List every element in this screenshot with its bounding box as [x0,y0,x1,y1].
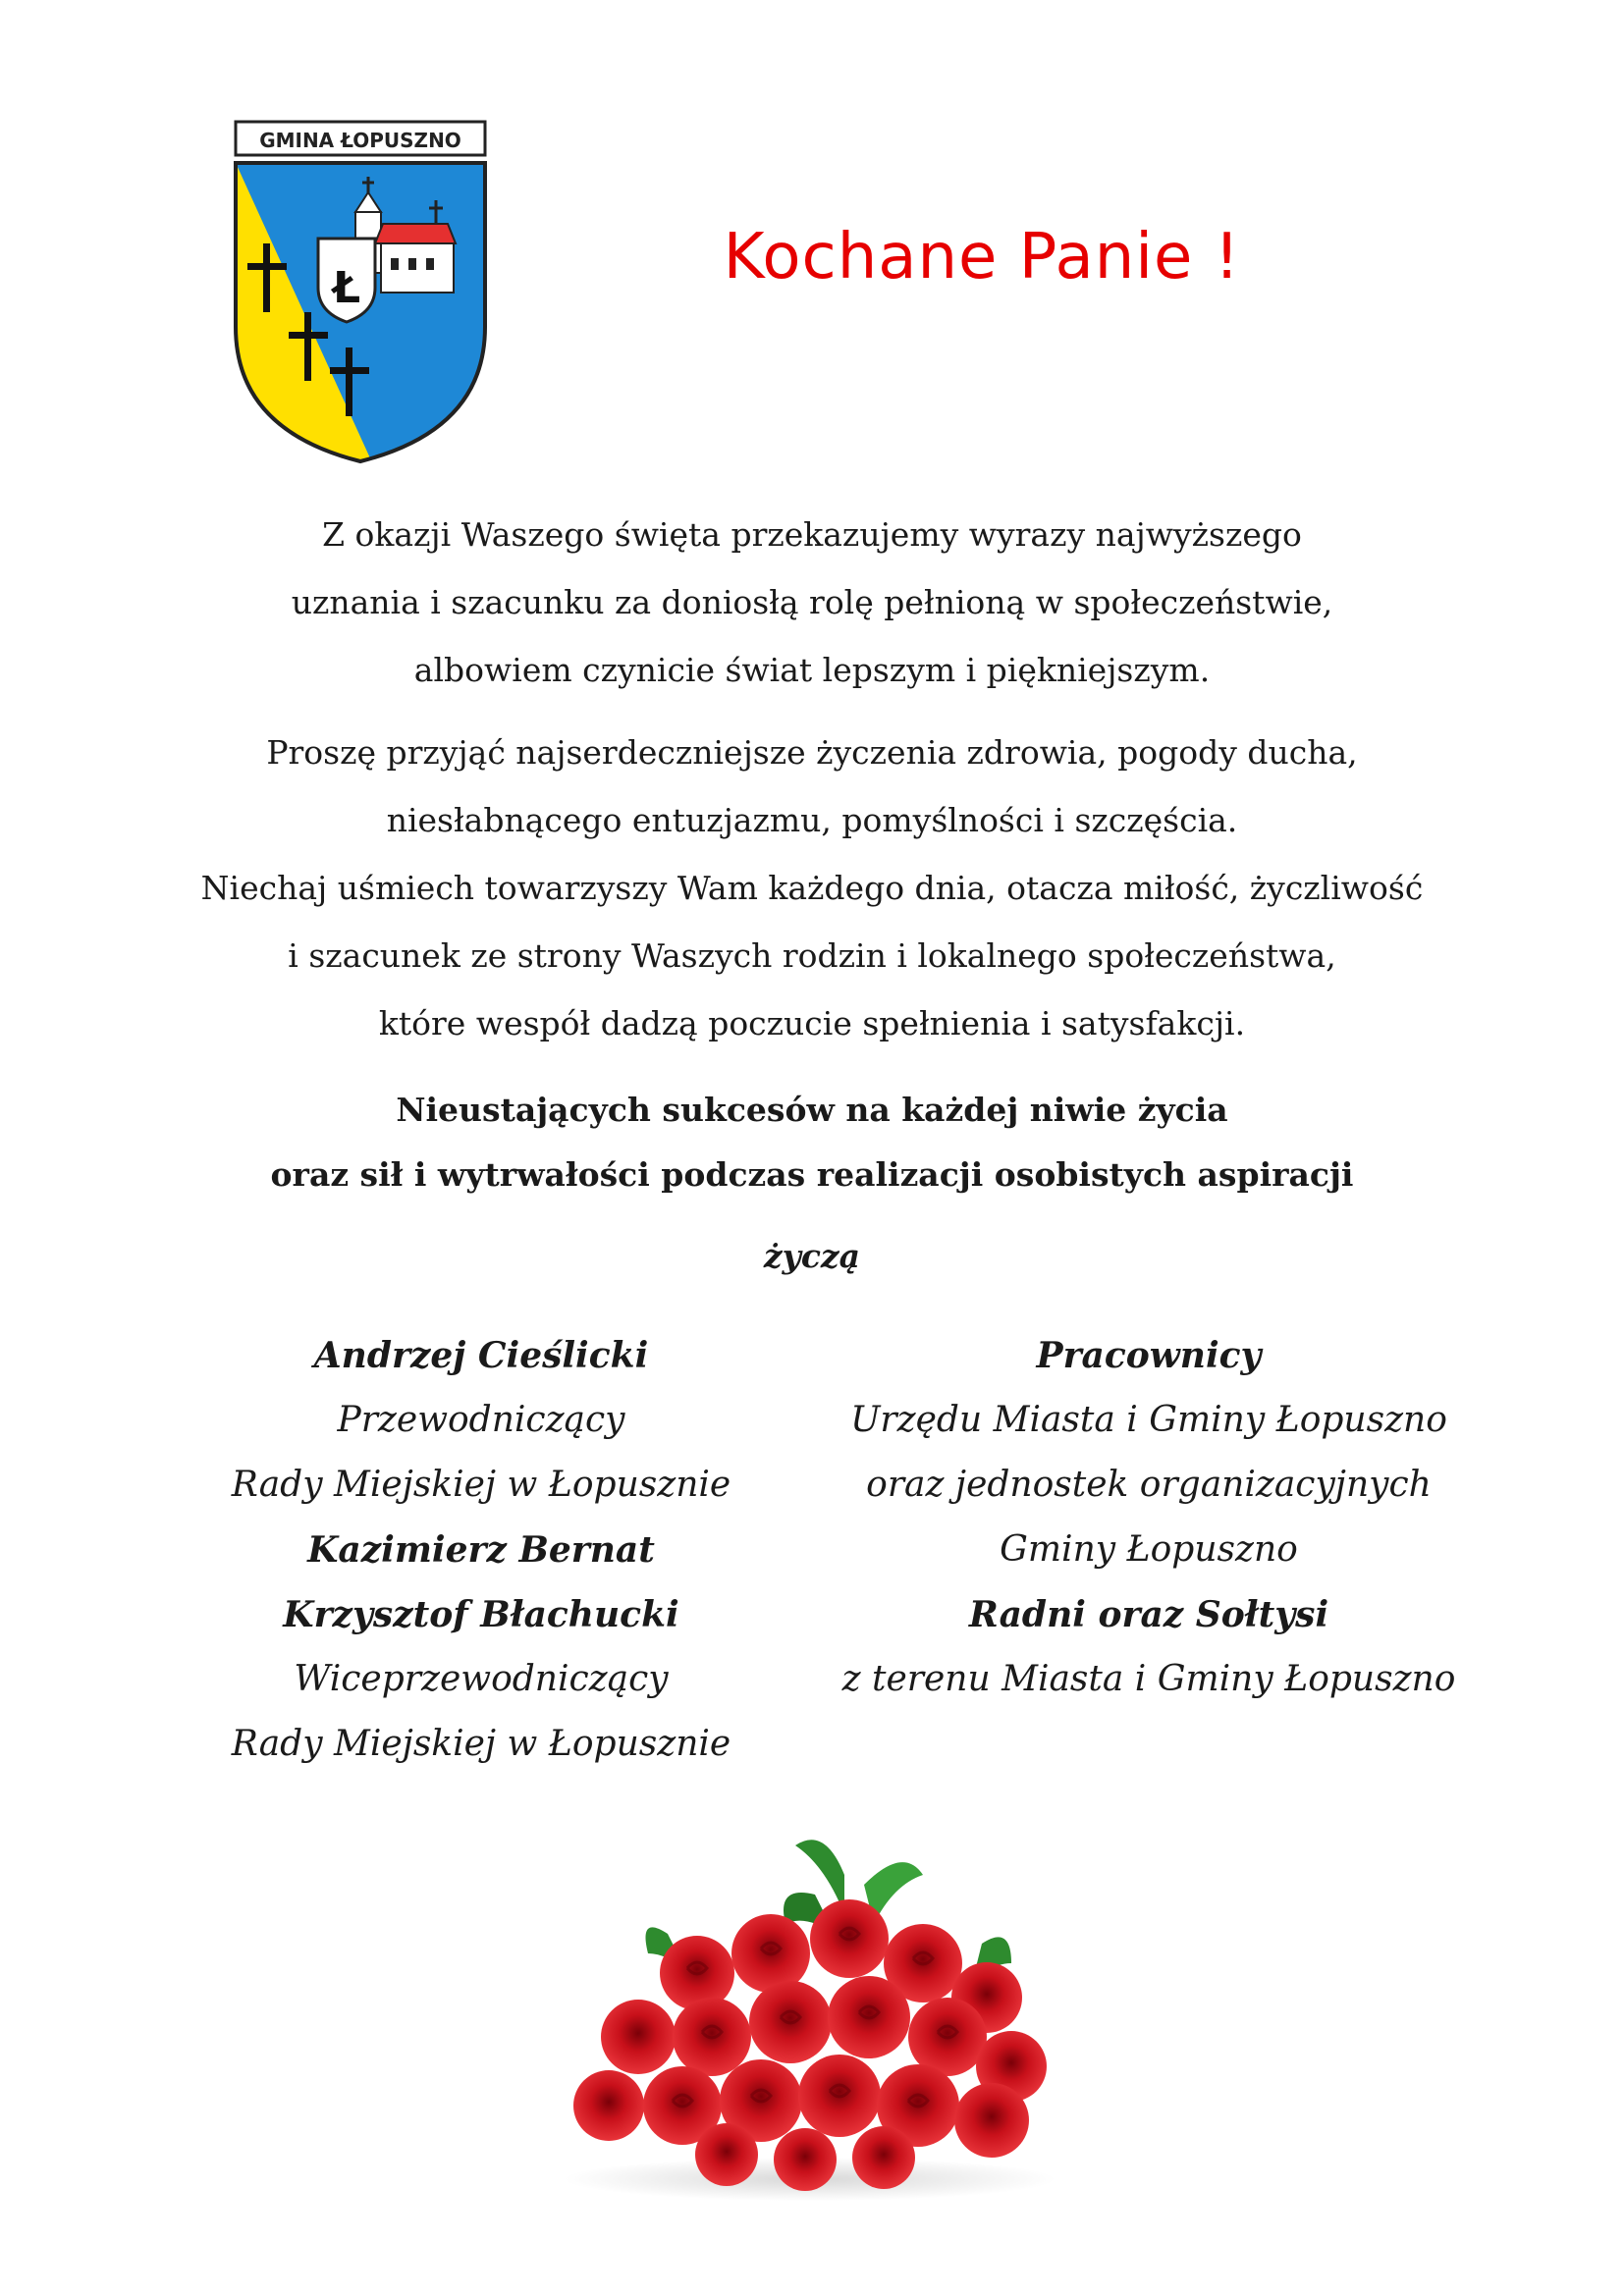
coat-of-arms-logo [228,116,493,469]
paragraph-greeting [0,501,1624,704]
signatory-line: oraz jednostek organizacyjnych [866,1465,1432,1505]
crest-label: GMINA ŁOPUSZNO [259,129,461,152]
signatory-name: Andrzej Cieślicki [313,1335,649,1376]
text-line: oraz sił i wytrwałości podczas realizacji osobistych aspiracji [270,1155,1354,1194]
signatory-name: Radni oraz Sołtysi [968,1594,1329,1635]
signatory-line: Gminy Łopuszno [1000,1529,1298,1570]
signatory-role: Wiceprzewodniczący [294,1659,669,1699]
text-line: uznania i szacunku za doniosłą rolę pełnioną w społeczeństwie, [291,583,1333,621]
signatory-line: Urzędu Miasta i Gminy Łopuszno [850,1400,1447,1440]
signatories-left [177,1323,785,1777]
signatory-role: Przewodniczący [337,1400,625,1440]
crest-letter: Ł [332,263,361,313]
signatory-line: z terenu Miasta i Gminy Łopuszno [841,1659,1456,1699]
text-line: i szacunek ze strony Waszych rodzin i lokalnego społeczeństwa, [288,936,1336,975]
text-line: niesłabnącego entuzjazmu, pomyślności i szczęścia. [386,801,1238,839]
roses-bouquet-image [550,1826,1070,2209]
signatory-name: Krzysztof Błachucki [283,1594,679,1635]
paragraph-wishes [0,719,1624,1057]
text-line: Proszę przyjąć najserdeczniejsze życzenia zdrowia, pogody ducha, [266,733,1358,772]
text-line: Niechaj uśmiech towarzyszy Wam każdego dnia, otacza miłość, życzliwość [200,869,1424,907]
signatory-org: Rady Miejskiej w Łopusznie [231,1465,731,1505]
signatory-name: Pracownicy [1036,1335,1262,1376]
text-line: albowiem czynicie świat lepszym i piękniejszym. [413,651,1211,689]
signatories-right [825,1323,1473,1712]
text-line: Nieustających sukcesów na każdej niwie życia [396,1091,1228,1129]
signatory-name: Kazimierz Bernat [307,1529,655,1571]
signature-heading: życzą [763,1237,861,1275]
signatory-org: Rady Miejskiej w Łopusznie [231,1724,731,1764]
page-title: Kochane Panie ! [723,221,1241,294]
bold-wishes [0,1078,1624,1207]
text-line: które wespół dadzą poczucie spełnienia i satysfakcji. [378,1004,1246,1042]
text-line: Z okazji Waszego święta przekazujemy wyrazy najwyższego [322,515,1302,554]
